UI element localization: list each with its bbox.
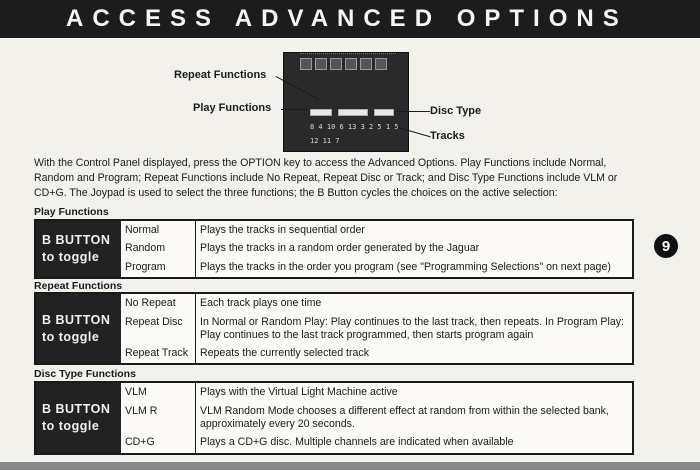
options-column — [121, 221, 196, 277]
track-grid-row-2: 12 11 7 — [310, 137, 340, 145]
b-button-toggle-label: B BUTTON to toggle — [36, 221, 121, 277]
disc-type-functions-table — [34, 381, 634, 455]
section-title-play: Play Functions — [34, 206, 109, 218]
page-title-bar — [0, 0, 700, 38]
option-description: Plays the tracks in the order you program (see "Programming Selections" on next page) — [200, 261, 611, 273]
option-description: Repeats the currently selected track — [200, 347, 369, 359]
descriptions-column — [196, 383, 634, 453]
options-column — [121, 383, 196, 453]
repeat-functions-table — [34, 292, 634, 365]
option-description: Plays a CD+G disc. Multiple channels are indicated when available — [200, 436, 514, 448]
option-description: Each track plays one time — [200, 297, 322, 309]
option-label: CD+G — [125, 436, 155, 448]
callout-play-functions: Play Functions — [193, 102, 272, 114]
descriptions-column — [196, 221, 634, 277]
callout-repeat-functions: Repeat Functions — [174, 69, 267, 81]
play-function-selector — [310, 109, 332, 116]
option-description: Plays with the Virtual Light Machine active — [200, 386, 398, 398]
bottom-edge-bar — [0, 462, 700, 470]
b-button-toggle-label: B BUTTON to toggle — [36, 383, 121, 453]
option-description: Plays the tracks in sequential order — [200, 224, 365, 236]
page-title: ACCESS ADVANCED OPTIONS — [66, 5, 628, 32]
option-label: VLM — [125, 386, 147, 398]
option-label: No Repeat — [125, 297, 176, 309]
track-grid-row-1: 8 4 10 6 13 3 2 5 1 5 — [310, 123, 399, 131]
intro-paragraph: With the Control Panel displayed, press the OPTION key to access the Advanced Options. Play Functions include Normal, Random and Program; Repeat Functions include No Repeat, Repeat Disc or Track; and Disc Type Functions include VLM or CD+G. The Joypad is used to select the three functions; the B Button cycles the choices on the active selection: — [34, 157, 618, 199]
section-title-repeat: Repeat Functions — [34, 280, 123, 292]
disc-type-selector — [374, 109, 394, 116]
callout-line-disc — [396, 111, 430, 112]
control-panel-image — [283, 52, 409, 152]
option-label: VLM R — [125, 405, 158, 417]
option-description: Plays the tracks in a random order generated by the Jaguar — [200, 242, 480, 254]
b-button-toggle-label: B BUTTON to toggle — [36, 294, 121, 363]
option-label: Program — [125, 261, 166, 273]
option-label: Repeat Track — [125, 347, 189, 359]
page-number-badge: 9 — [654, 234, 678, 258]
section-title-disc-type: Disc Type Functions — [34, 368, 136, 380]
callout-tracks: Tracks — [430, 130, 465, 142]
option-selectors — [310, 109, 394, 116]
option-description: In Normal or Random Play: Play continues to the last track, then repeats. In Program Play: Play continues to the last track programmed, then starts program again — [200, 316, 624, 341]
play-functions-table — [34, 219, 634, 279]
option-label: Normal — [125, 224, 160, 236]
repeat-function-selector — [338, 109, 368, 116]
transport-buttons — [300, 58, 387, 70]
option-description: VLM Random Mode chooses a different effect at random from within the selected bank, approximately every 20 seconds. — [200, 405, 609, 430]
callout-line-play — [281, 109, 309, 110]
option-label: Repeat Disc — [125, 316, 183, 328]
options-column — [121, 294, 196, 363]
descriptions-column — [196, 294, 634, 363]
option-label: Random — [125, 242, 166, 254]
callout-disc-type: Disc Type — [430, 105, 482, 117]
